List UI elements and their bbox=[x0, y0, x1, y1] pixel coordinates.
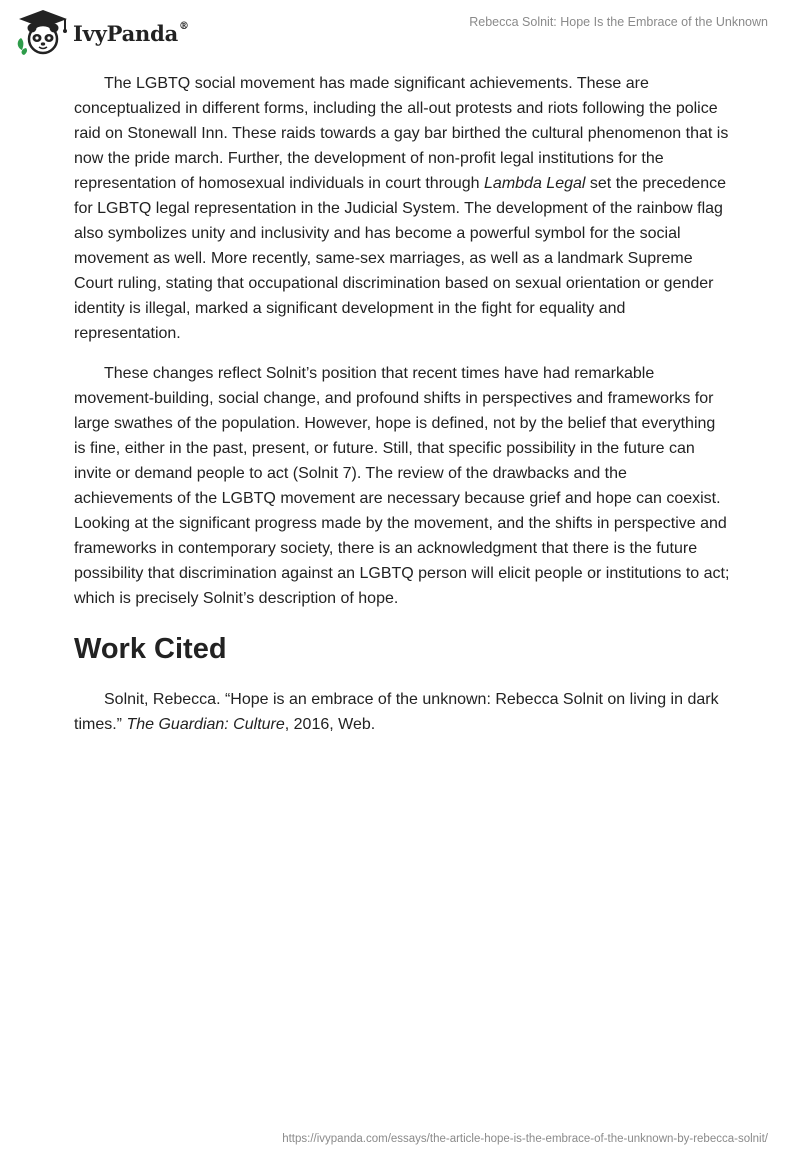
essay-content bbox=[74, 71, 730, 752]
logo-text bbox=[73, 21, 189, 46]
paragraph-1-text-b: set the precedence for LGBTQ legal representation in the Judicial System. The development of the rainbow flag also symbolizes unity and inclusivity and has become a powerful symbol for the social movement as well. More recently, same-sex marriages, as well as a landmark Supreme Court ruling, stating that occupational discrimination based on sexual orientation or gender identity is illegal, marked a significant development in the fight for equality and representation. bbox=[74, 175, 726, 342]
paragraph-1-text-a: The LGBTQ social movement has made significant achievements. These are conceptualized in different forms, including the all-out protests and riots following the police raid on Stonewall Inn. These raids towards a gay bar birthed the cultural phenomenon that is now the pride march. Further, the development of non-profit legal institutions for the representation of homosexual individuals in court through bbox=[74, 75, 729, 192]
registered-mark: ® bbox=[179, 20, 189, 32]
works-cited-heading: Work Cited bbox=[74, 633, 227, 665]
logo-wordmark: IvyPanda bbox=[73, 20, 179, 46]
citation-text-a: Solnit, Rebecca. “Hope is an embrace of the unknown: Rebecca Solnit on living in dark times.” bbox=[74, 691, 719, 733]
panda-graduate-icon bbox=[15, 8, 71, 56]
paragraph-2: These changes reflect Solnit’s position that recent times have had remarkable movement-building, social change, and profound shifts in perspectives and frameworks for large swathes of the population. However, hope is defined, not by the belief that everything is fine, either in the past, present, or future. Still, that specific possibility in the future can invite or demand people to act (Solnit 7). The review of the drawbacks and the achievements of the LGBTQ movement are necessary because grief and hope can coexist. Looking at the significant progress made by the movement, and the shifts in perspective and frameworks in contemporary society, there is an acknowledgment that there is the future possibility that discrimination against an LGBTQ person will elicit people or institutions to act; which is precisely Solnit’s description of hope. bbox=[74, 365, 730, 607]
paragraph-1 bbox=[74, 71, 730, 346]
ivypanda-logo[interactable] bbox=[15, 8, 189, 56]
page-header bbox=[0, 0, 800, 60]
source-url[interactable]: https://ivypanda.com/essays/the-article-hope-is-the-embrace-of-the-unknown-by-rebecca-solnit/ bbox=[282, 1133, 768, 1145]
citation-source-italic: The Guardian: Culture bbox=[126, 716, 285, 733]
citation-text-b: , 2016, Web. bbox=[284, 716, 376, 733]
citation-entry bbox=[74, 687, 730, 737]
lambda-legal-italic: Lambda Legal bbox=[484, 175, 586, 192]
running-title: Rebecca Solnit: Hope Is the Embrace of the Unknown bbox=[469, 15, 768, 29]
